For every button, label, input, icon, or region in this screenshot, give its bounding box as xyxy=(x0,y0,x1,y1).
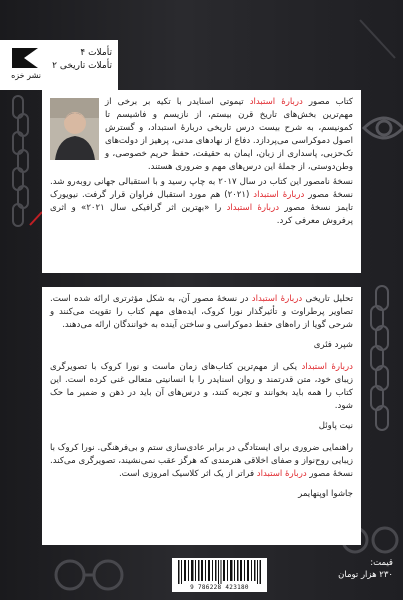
description-paragraph-2: نسخهٔ نامصور این کتاب در سال ۲۰۱۷ به چاپ رسید و با استقبالی جهانی روبه‌رو شد. نسخهٔ مصور دربارهٔ استبداد (۲۰۲۱) هم مورد استقبال فراوان قرار گرفت. نیویورک تایمز نسخهٔ مصور دربارهٔ استبداد را «بهترین اثر گرافیکی سال ۲۰۲۱» و اثری پرفروش معرفی کرد. xyxy=(50,177,353,226)
review-2: دربارهٔ استبداد یکی از مهم‌ترین کتاب‌های زمان ماست و نورا کروک با تصویرگری زیبای خود، متن قدرتمند و روان اسنایدر را با انسانیتی متعالی غنی کرده است. این کتاب را همه باید بخوانند و تجربه کنند، و درس‌های آن باید در ذهن و ضمیر ما حک شود. xyxy=(50,362,353,411)
right-chain-icon xyxy=(371,286,388,430)
barcode-icon xyxy=(172,558,267,584)
book-title: دربارهٔ استبداد xyxy=(256,469,307,479)
red-accent-line xyxy=(30,212,42,225)
review-1: تحلیل تاریخی دربارهٔ استبداد در نسخهٔ مصور آن، به شکل مؤثرتری ارائه شده است. تصاویر پرطراوت و تأثیرگذار نورا کروک، ایده‌های مهم کتاب را تقویت می‌کنند و شرحی گویا از راه‌های حفظ دموکراسی و ساختن آینده به خوانندگان ارائه می‌دهند. xyxy=(50,294,353,330)
publisher-badge xyxy=(0,40,118,90)
review-2-author: نیت پاوئل xyxy=(318,421,353,431)
diagonal-line xyxy=(360,20,395,58)
review-1-author: شپرد فئری xyxy=(313,340,353,350)
price-block xyxy=(283,557,393,581)
description-paragraph-1: کتاب مصور دربارهٔ استبداد تیموتی اسنایدر با تکیه بر برخی از مهم‌ترین بخش‌های تاریخ قرن بیستم، از نازیسم و فاشیسم تا کمونیسم، به شرح بیست درس تاریخی دربارهٔ استبداد، و گسترش اصول دموکراسی می‌پردازد. دفاع از نهادهای مدنی، پرهیز از دولت‌های تک‌حزبی، پاسداری از زبان، ایمان به حقیقت، حفظ حریم خصوصی، و وطن‌دوستی، از جملهٔ این درس‌های مهم و ضروری هستند. xyxy=(104,97,353,172)
book-title: دربارهٔ استبداد xyxy=(249,97,303,107)
book-title: دربارهٔ استبداد xyxy=(251,294,303,304)
series-line-2: تأملات تاریخی ۲ xyxy=(52,61,112,71)
chain-icon xyxy=(13,96,28,226)
description-panel xyxy=(42,90,361,273)
isbn-number: 9 786228 423180 xyxy=(190,584,249,591)
eye-icon xyxy=(364,118,403,138)
series-line-1: تأملات ۴ xyxy=(80,48,112,58)
publisher-name: نشر خزه xyxy=(11,71,41,80)
review-3-author: جاشوا اوپنهایمر xyxy=(298,489,353,499)
isbn-barcode xyxy=(172,558,267,592)
review-3: راهنمایی ضروری برای ایستادگی در برابر عادی‌سازی ستم و بی‌فرهنگی. نورا کروک با زیبایی روح‌نواز و صفای اخلاقی هنرمندی که هرگز عقب نمی‌نشیند، تصویرگری می‌کند. نسخهٔ مصور دربارهٔ استبداد فراتر از یک اثر کلاسیک امروزی است. xyxy=(50,443,353,479)
price-label: قیمت: xyxy=(370,558,393,568)
reviews-panel xyxy=(42,287,361,545)
book-title: دربارهٔ استبداد xyxy=(301,362,353,372)
book-title: دربارهٔ استبداد xyxy=(226,203,280,213)
series-info xyxy=(52,47,112,73)
book-title: دربارهٔ استبداد xyxy=(253,190,305,200)
price-value: ۲۳۰ هزار تومان xyxy=(338,570,393,580)
author-photo xyxy=(50,98,99,160)
